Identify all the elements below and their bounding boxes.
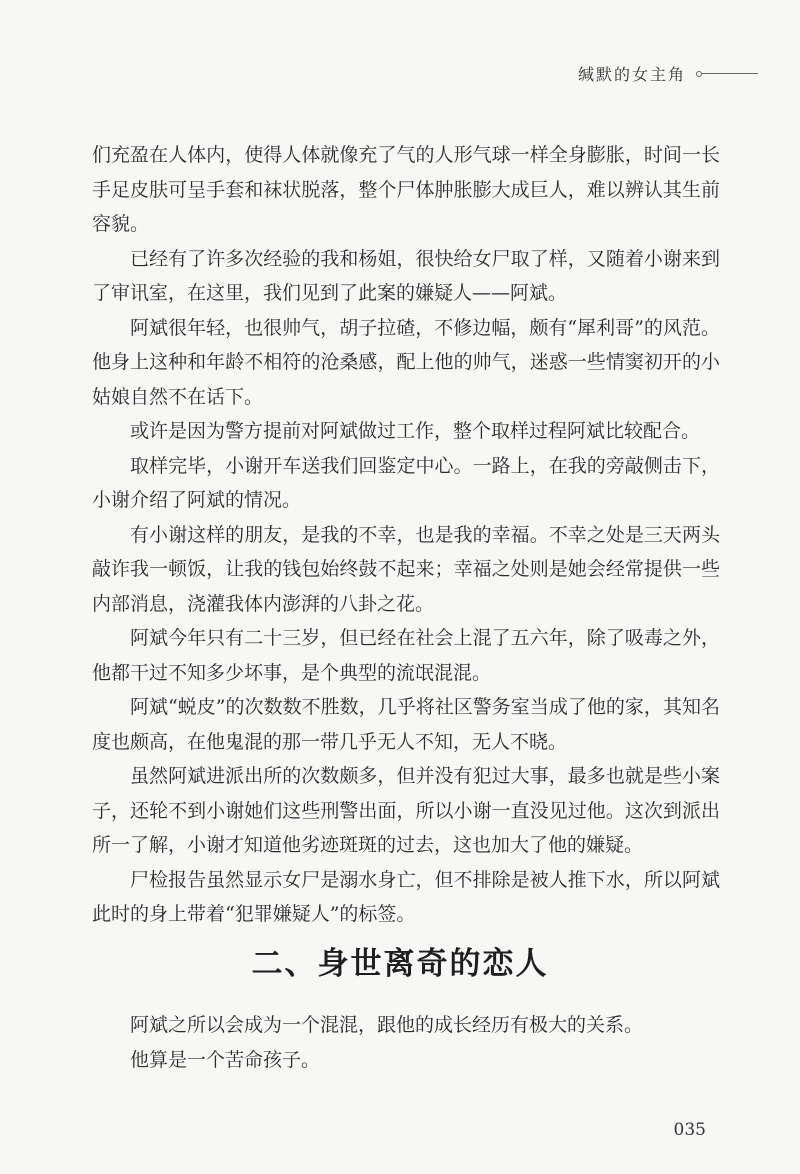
- paragraph: 尸检报告虽然显示女尸是溺水身亡，但不排除是被人推下水，所以阿斌此时的身上带着“犯罪嫌疑人”的标签。: [92, 868, 720, 925]
- paragraph: 或许是因为警方提前对阿斌做过工作，整个取样过程阿斌比较配合。: [130, 420, 701, 442]
- header-ornament-icon: [696, 71, 758, 77]
- paragraph: 已经有了许多次经验的我和杨姐，很快给女尸取了样，又随着小谢来到了审讯室，在这里，我们见到了此案的嫌疑人——阿斌。: [92, 247, 720, 304]
- paragraph: 阿斌“蜕皮”的次数数不胜数，几乎将社区警务室当成了他的家，其知名度也颇高，在他鬼混的那一带几乎无人不知，无人不晓。: [92, 696, 720, 753]
- page-number: 035: [673, 1120, 706, 1140]
- section-heading: 二、身世离奇的恋人: [251, 946, 549, 982]
- paragraph: 虽然阿斌进派出所的次数颇多，但并没有犯过大事，最多也就是些小案子，还轮不到小谢她们这些刑警出面，所以小谢一直没见过他。这次到派出所一了解，小谢才知道他劣迹斑斑的过去，这也加大了他的嫌疑。: [92, 765, 720, 856]
- paragraph: 们充盈在人体内，使得人体就像充了气的人形气球一样全身膨胀，时间一长手足皮肤可呈手套和袜状脱落，整个尸体肿胀膨大成巨人，难以辨认其生前容貌。: [92, 144, 720, 235]
- paragraph: 有小谢这样的朋友，是我的不幸，也是我的幸福。不幸之处是三天两头敲诈我一顿饭，让我的钱包始终鼓不起来；幸福之处则是她会经常提供一些内部消息，浇灌我体内澎湃的八卦之花。: [92, 523, 720, 615]
- paragraph: 他算是一个苦命孩子。: [130, 1048, 321, 1071]
- running-header: [578, 62, 758, 85]
- paragraph: 取样完毕，小谢开车送我们回鉴定中心。一路上，在我的旁敲侧击下，小谢介绍了阿斌的情况。: [92, 454, 720, 511]
- paragraph: 阿斌今年只有二十三岁，但已经在社会上混了五六年，除了吸毒之外，他都干过不知多少坏事，是个典型的流氓混混。: [92, 627, 720, 684]
- paragraph: 阿斌之所以会成为一个混混，跟他的成长经历有极大的关系。: [130, 1014, 644, 1036]
- paragraph: 阿斌很年轻，也很帅气，胡子拉碴，不修边幅，颇有“犀利哥”的风范。他身上这种和年龄不相符的沧桑感，配上他的帅气，迷惑一些情窦初开的小姑娘自然不在话下。: [92, 316, 720, 408]
- running-header-title: 缄默的女主角: [577, 65, 686, 84]
- section-text: [92, 1008, 720, 1077]
- main-text: [92, 138, 720, 932]
